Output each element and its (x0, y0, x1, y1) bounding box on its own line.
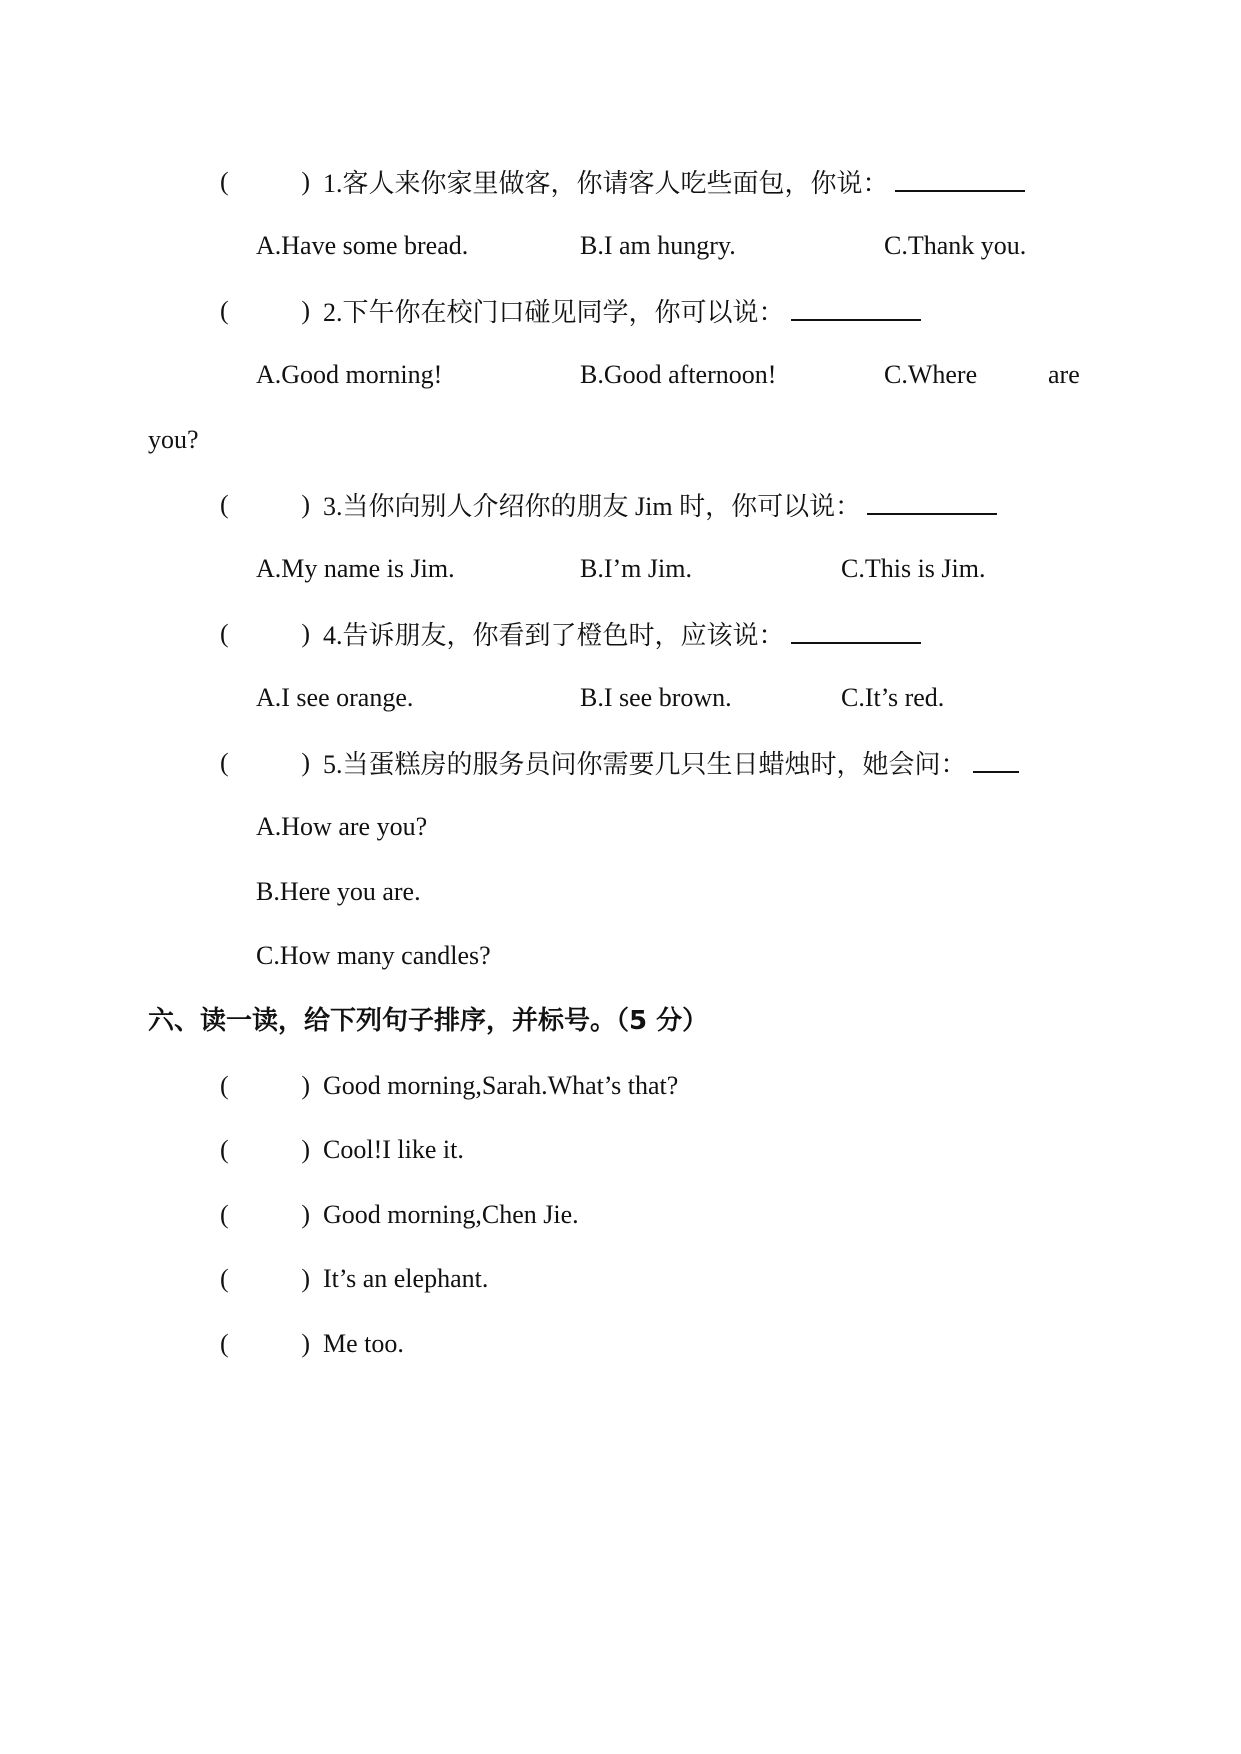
paren-close: ) (301, 1264, 310, 1293)
option-b: B.Here you are. (256, 877, 421, 906)
question-4 (0, 614, 1241, 654)
option-b: B.I’m Jim. (580, 554, 692, 583)
answer-parentheses[interactable] (220, 743, 310, 783)
option-b: B.I see brown. (580, 683, 732, 712)
paren-open: ( (220, 1071, 229, 1100)
question-5-text: 5.当蛋糕房的服务员问你需要几只生日蜡烛时，她会问： (323, 743, 1019, 785)
answer-blank[interactable] (895, 162, 1025, 192)
sentence-text: Me too. (323, 1329, 404, 1358)
sentence-1 (0, 1066, 1241, 1106)
question-2 (0, 291, 1241, 331)
option-c-wrap: you? (148, 425, 199, 454)
question-5-option-b-line (0, 872, 1241, 912)
answer-parentheses[interactable] (220, 485, 310, 525)
paren-close: ) (301, 1200, 310, 1229)
paren-open: ( (220, 167, 229, 196)
question-3 (0, 485, 1241, 525)
question-5 (0, 743, 1241, 783)
answer-blank[interactable] (791, 614, 921, 644)
question-3-text: 3.当你向别人介绍你的朋友 Jim 时，你可以说： (323, 485, 997, 527)
answer-blank[interactable] (867, 485, 997, 515)
paren-close: ) (301, 167, 310, 196)
paren-close: ) (301, 1135, 310, 1164)
option-a: A.Good morning! (256, 360, 443, 389)
sentence-text: Good morning,Chen Jie. (323, 1200, 579, 1229)
question-5-option-a-line (0, 807, 1241, 847)
question-1-text: 1.客人来你家里做客，你请客人吃些面包，你说： (323, 162, 1025, 204)
paren-open: ( (220, 619, 229, 648)
paren-open: ( (220, 748, 229, 777)
question-5-option-c-line (0, 936, 1241, 976)
paren-close: ) (301, 748, 310, 777)
paren-close: ) (301, 1071, 310, 1100)
order-parentheses[interactable] (220, 1259, 310, 1299)
option-c: C.It’s red. (841, 683, 945, 712)
question-2-options (0, 355, 1241, 395)
option-b: B.I am hungry. (580, 231, 736, 260)
question-1-options (0, 226, 1241, 266)
answer-parentheses[interactable] (220, 162, 310, 202)
option-a: A.How are you? (256, 812, 428, 841)
order-parentheses[interactable] (220, 1066, 310, 1106)
paren-open: ( (220, 1135, 229, 1164)
question-4-options (0, 678, 1241, 718)
answer-blank[interactable] (973, 743, 1019, 773)
order-parentheses[interactable] (220, 1324, 310, 1364)
sentence-5 (0, 1324, 1241, 1364)
sentence-3 (0, 1195, 1241, 1235)
answer-blank[interactable] (791, 291, 921, 321)
paren-open: ( (220, 1200, 229, 1229)
sentence-text: It’s an elephant. (323, 1264, 489, 1293)
sentence-text: Cool!I like it. (323, 1135, 464, 1164)
sentence-4 (0, 1259, 1241, 1299)
option-c: C.Where (884, 360, 978, 389)
order-parentheses[interactable] (220, 1130, 310, 1170)
question-3-options (0, 549, 1241, 589)
option-c-continued: are (1048, 360, 1080, 389)
paren-open: ( (220, 296, 229, 325)
option-a: A.My name is Jim. (256, 554, 455, 583)
paren-close: ) (301, 490, 310, 519)
paren-close: ) (301, 1329, 310, 1358)
order-parentheses[interactable] (220, 1195, 310, 1235)
option-c: C.This is Jim. (841, 554, 986, 583)
question-1 (0, 162, 1241, 202)
answer-parentheses[interactable] (220, 291, 310, 331)
paren-open: ( (220, 490, 229, 519)
paren-open: ( (220, 1264, 229, 1293)
option-a: A.I see orange. (256, 683, 414, 712)
sentence-2 (0, 1130, 1241, 1170)
paren-close: ) (301, 296, 310, 325)
option-a: A.Have some bread. (256, 231, 469, 260)
option-c: C.Thank you. (884, 231, 1027, 260)
paren-open: ( (220, 1329, 229, 1358)
answer-parentheses[interactable] (220, 614, 310, 654)
section-6-heading: 六、读一读，给下列句子排序，并标号。（5 分） (148, 1006, 709, 1036)
sentence-text: Good morning,Sarah.What’s that? (323, 1071, 679, 1100)
option-b: B.Good afternoon! (580, 360, 777, 389)
option-c: C.How many candles? (256, 941, 491, 970)
question-2-text: 2.下午你在校门口碰见同学，你可以说： (323, 291, 921, 333)
question-4-text: 4.告诉朋友，你看到了橙色时，应该说： (323, 614, 921, 656)
question-2-options-wrap (0, 420, 1241, 460)
paren-close: ) (301, 619, 310, 648)
